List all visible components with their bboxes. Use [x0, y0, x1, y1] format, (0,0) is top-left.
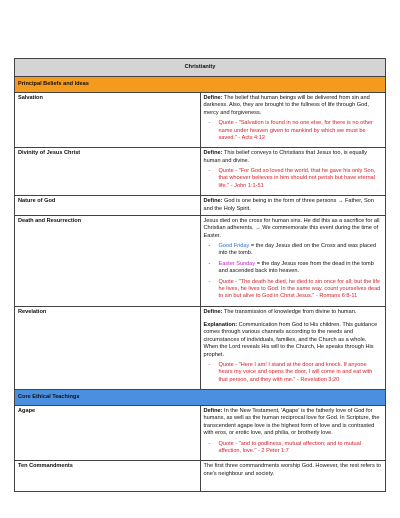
table-row-divinity	[15, 148, 386, 196]
event-list	[204, 243, 383, 301]
table-row-revelation	[15, 306, 386, 389]
row-content-nature	[200, 196, 386, 216]
explanation: Explanation: Communication from God to His children. This guidance comes through various channels according to the needs and circumstances of individuals, families, and the Church as a whole. When the Lord reveals His will to the Church, He speaks through His prophet.	[203, 322, 378, 358]
table-row-agape	[15, 406, 386, 461]
row-content-revelation	[200, 306, 386, 389]
table-row-nature	[15, 196, 386, 216]
quote-list	[204, 168, 383, 190]
christianity-table	[14, 58, 386, 492]
definition: Define: This belief conveys to Christians that Jesus too, is equally human and divine.	[203, 150, 367, 164]
row-content-commandments: The first three commandments worship God. However, the rest refers to one's neighbour and society.	[200, 461, 386, 492]
definition: Define: The transmission of knowledge from divine to human.	[203, 308, 357, 315]
quote-list	[204, 120, 383, 142]
definition: Define: God is one being in the form of three persons → Father, Son and the Holy Spirit.	[203, 198, 374, 212]
row-label-nature: Nature of God	[15, 196, 201, 216]
table-title-row	[15, 59, 386, 77]
row-label-divinity: Divinity of Jesus Christ	[15, 148, 201, 196]
quote-item: - Quote - "Here I am! I stand at the door and knock. If anyone hears my voice and opens the door, I will come in and eat with that person, and they with me." - Revelation 3:20	[208, 361, 373, 383]
table-row-salvation	[15, 93, 386, 148]
definition: Define: In the New Testament, 'Agape' is the fatherly love of God for humans, as well as the human reciprocal love for God. In Scripture, the transcendent agape love is the highest form of love and is contrasted with eros, or erotic love, and philia, or brotherly love.	[203, 408, 380, 437]
row-label-commandments: Ten Commandments	[15, 461, 201, 492]
list-item-easter-sunday: - Easter Sunday = the day Jesus rose from the dead in the tomb and ascended back into heaven.	[208, 260, 374, 275]
table-title: Christianity	[15, 59, 386, 77]
section-header-beliefs	[15, 77, 386, 93]
quote-list	[204, 441, 383, 456]
row-label-agape: Agape	[15, 406, 201, 461]
table-row-commandments	[15, 461, 386, 492]
section-header-ethics	[15, 390, 386, 406]
quote-item: - Quote - "For God so loved the world, that he gave his only Son, that whoever believes in him should not perish but have eternal life." - John 1:1-51	[208, 168, 376, 189]
row-content-agape	[200, 406, 386, 461]
row-content-death-resurrection	[200, 215, 386, 306]
section-title-ethics: Core Ethical Teachings	[15, 390, 386, 406]
row-label-revelation: Revelation	[15, 306, 201, 389]
row-content-salvation	[200, 93, 386, 148]
definition: Define: The belief that human beings will be delivered from sin and darkness. Also, they are brought to the fullness of life through God, mercy and forgiveness.	[203, 95, 370, 116]
row-label-death-resurrection: Death and Resurrection	[15, 215, 201, 306]
row-label-salvation: Salvation	[15, 93, 201, 148]
quote-item: - Quote - "The death he died, he died to sin once for all; but the life he lives, he lives to God. In the same way, count yourselves dead to sin but alive to God in Christ Jesus." - Romans 6:8-11	[208, 278, 381, 300]
quote-list	[204, 362, 383, 384]
quote-item: - Quote - "Salvation is found in no one else, for there is no other name under heaven given to mankind by which we must be saved." - Acts 4:12	[208, 120, 373, 141]
intro-text: Jesus died on the cross for human sins. He did this as a sacrifice for all Christian adherents. → We commemorate this event during the time of Easter.	[203, 217, 380, 239]
row-content-divinity	[200, 148, 386, 196]
table-row-death-resurrection	[15, 215, 386, 306]
section-title-beliefs: Principal Beliefs and Ideas	[15, 77, 386, 93]
quote-item: - Quote - "and to godliness, mutual affection; and to mutual affection, love." - 2 Peter 1:7	[208, 440, 361, 454]
list-item-good-friday: - Good Friday = the day Jesus died on the Cross and was placed into the tomb.	[208, 243, 376, 257]
